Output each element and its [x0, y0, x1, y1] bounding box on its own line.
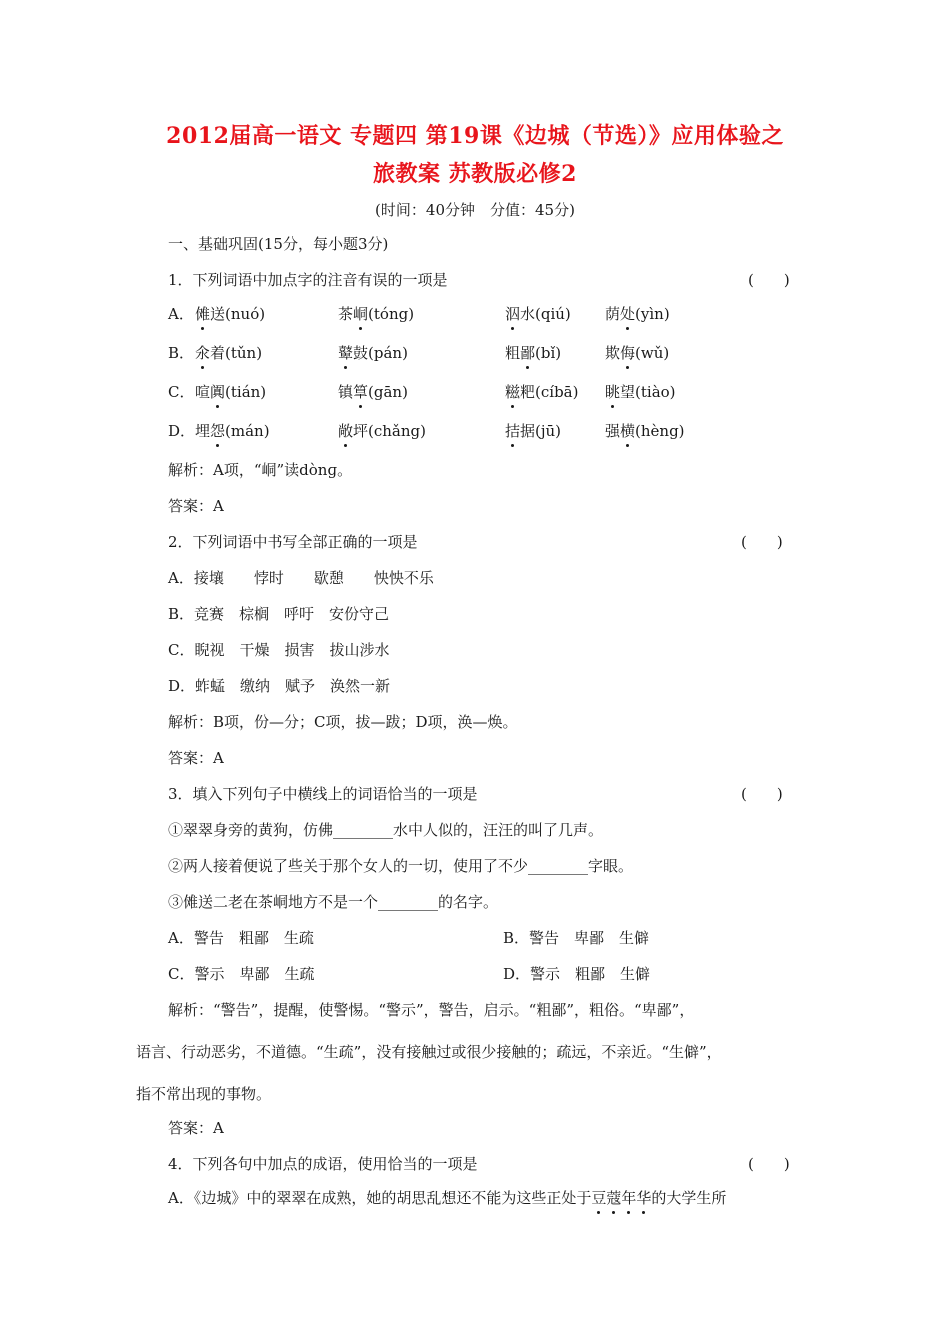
dotted-char: 鄙	[520, 344, 536, 362]
dotted-char: 怨	[210, 422, 226, 440]
q2-answer: 答案：A	[168, 749, 224, 767]
word-pinyin: 送(nuó)	[210, 305, 266, 323]
q3-sentence-3: ③傩送二老在茶峒地方不是一个________的名字。	[168, 893, 499, 911]
q3-option-b: B．警告 卑鄙 生僻	[503, 929, 650, 947]
section-heading: 一、基础巩固(15分，每小题3分)	[168, 235, 389, 253]
q1-word-item	[505, 303, 571, 325]
q1-word-item	[338, 420, 426, 442]
dotted-char: 傩	[195, 305, 211, 323]
q4-option-a-text: A．《边城》中的翠翠在成熟，她的胡思乱想还不能为这些正处于	[168, 1189, 592, 1207]
q1-option-label: A．	[168, 305, 194, 323]
q1-word-item	[505, 381, 578, 403]
dotted-char: 敞	[338, 422, 354, 440]
q3-analysis-line-1: 解析：“警告”，提醒，使警惕。“警示”，警告，启示。“粗鄙”，粗俗。“卑鄙”，	[168, 1001, 695, 1019]
q1-answer: 答案：A	[168, 497, 224, 515]
word-plain-char: 欺	[605, 344, 621, 362]
q4-stem: 4．下列各句中加点的成语，使用恰当的一项是	[168, 1155, 478, 1173]
q1-word-item	[195, 420, 270, 442]
dotted-char: 眺	[605, 383, 621, 401]
q3-option-a: A．警告 粗鄙 生疏	[168, 929, 314, 947]
dotted-char: 阗	[210, 383, 226, 401]
q1-word-item	[505, 342, 561, 364]
word-plain-char: 茶	[338, 305, 354, 323]
word-pinyin: (gān)	[368, 383, 408, 401]
dotted-char: 泅	[505, 305, 521, 323]
dotted-char: 豆	[591, 1189, 607, 1207]
word-pinyin: 粑(cíbā)	[520, 383, 579, 401]
q4-dotted-idiom	[591, 1189, 651, 1207]
word-pinyin: (yìn)	[635, 305, 670, 323]
q1-word-item	[605, 381, 676, 403]
q2-analysis: 解析：B项，份—分；C项，拔—跋；D项，涣—焕。	[168, 713, 518, 731]
q3-sentence-1: ①翠翠身旁的黄狗，仿佛________水中人似的，汪汪的叫了几声。	[168, 821, 604, 839]
dotted-char: 筸	[353, 383, 369, 401]
q1-word-item	[195, 381, 266, 403]
dotted-char: 侮	[620, 344, 636, 362]
q1-analysis: 解析：A项，“峒”读dònɡ。	[168, 461, 353, 479]
word-plain-char: 强	[605, 422, 621, 440]
word-pinyin: (wǔ)	[635, 344, 670, 362]
q4-option-a	[168, 1187, 726, 1209]
q1-word-item	[338, 342, 408, 364]
word-pinyin: 鼓(pán)	[353, 344, 408, 362]
word-pinyin: 据(jū)	[520, 422, 562, 440]
word-pinyin: 水(qiú)	[520, 305, 571, 323]
q1-option-label: D．	[168, 422, 196, 440]
q3-stem: 3．填入下列句子中横线上的词语恰当的一项是	[168, 785, 478, 803]
q1-word-item	[505, 420, 561, 442]
word-plain-char: 荫	[605, 305, 621, 323]
q3-answer-blank: ( )	[741, 785, 783, 803]
dotted-char: 横	[620, 422, 636, 440]
dotted-char: 糍	[505, 383, 521, 401]
q2-option-c: C．睨视 干燥 损害 拔山涉水	[168, 641, 390, 659]
dotted-char: 蔻	[606, 1189, 622, 1207]
q1-word-item	[338, 381, 408, 403]
q2-answer-blank: ( )	[741, 533, 783, 551]
q2-option-a: A．接壤 悖时 歇憩 怏怏不乐	[168, 569, 434, 587]
dotted-char: 处	[620, 305, 636, 323]
word-pinyin: (tóng)	[368, 305, 415, 323]
q2-option-b: B．竞赛 棕榈 呼吁 安份守己	[168, 605, 390, 623]
word-pinyin: (hèng)	[635, 422, 685, 440]
q3-analysis-line-3: 指不常出现的事物。	[136, 1085, 272, 1103]
word-pinyin: (tián)	[225, 383, 267, 401]
word-pinyin: (bǐ)	[535, 344, 562, 362]
word-pinyin: 坪(chǎng)	[353, 422, 426, 440]
dotted-char: 氽	[195, 344, 211, 362]
word-plain-char: 镇	[338, 383, 354, 401]
q2-option-d: D．蚱蜢 缴纳 赋予 涣然一新	[168, 677, 391, 695]
word-plain-char: 埋	[195, 422, 211, 440]
dotted-char: 峒	[353, 305, 369, 323]
q1-word-item	[605, 342, 669, 364]
dotted-char: 年	[621, 1189, 637, 1207]
q2-stem: 2．下列词语中书写全部正确的一项是	[168, 533, 418, 551]
word-pinyin: (mán)	[225, 422, 270, 440]
word-pinyin: 着(tǔn)	[210, 344, 263, 362]
dotted-char: 拮	[505, 422, 521, 440]
document-title-line-2: 旅教案 苏教版必修2	[373, 161, 577, 187]
dotted-char: 华	[636, 1189, 652, 1207]
q1-word-item	[338, 303, 414, 325]
dotted-char: 鼙	[338, 344, 354, 362]
q1-word-item	[195, 342, 262, 364]
word-plain-char: 喧	[195, 383, 211, 401]
document-title-line-1: 2012届高一语文 专题四 第19课《边城（节选）》应用体验之	[166, 123, 784, 149]
time-score-meta: (时间：40分钟 分值：45分)	[375, 201, 575, 219]
q3-sentence-2: ②两人接着便说了些关于那个女人的一切，使用了不少________字眼。	[168, 857, 634, 875]
q4-answer-blank: ( )	[748, 1155, 790, 1173]
q3-option-d: D．警示 粗鄙 生僻	[503, 965, 651, 983]
q3-analysis-line-2: 语言、行动恶劣，不道德。“生疏”，没有接触过或很少接触的；疏远，不亲近。“生僻”，	[136, 1043, 722, 1061]
q1-word-item	[605, 303, 670, 325]
q1-word-item	[605, 420, 685, 442]
q3-answer: 答案：A	[168, 1119, 224, 1137]
q1-answer-blank: ( )	[748, 271, 790, 289]
q4-option-a-tail: 的大学生所	[651, 1189, 727, 1207]
q1-option-label: B．	[168, 344, 195, 362]
q1-stem: 1．下列词语中加点字的注音有误的一项是	[168, 271, 448, 289]
q1-word-item	[195, 303, 265, 325]
q3-option-c: C．警示 卑鄙 生疏	[168, 965, 315, 983]
word-plain-char: 粗	[505, 344, 521, 362]
word-pinyin: 望(tiào)	[620, 383, 676, 401]
q1-option-label: C．	[168, 383, 195, 401]
